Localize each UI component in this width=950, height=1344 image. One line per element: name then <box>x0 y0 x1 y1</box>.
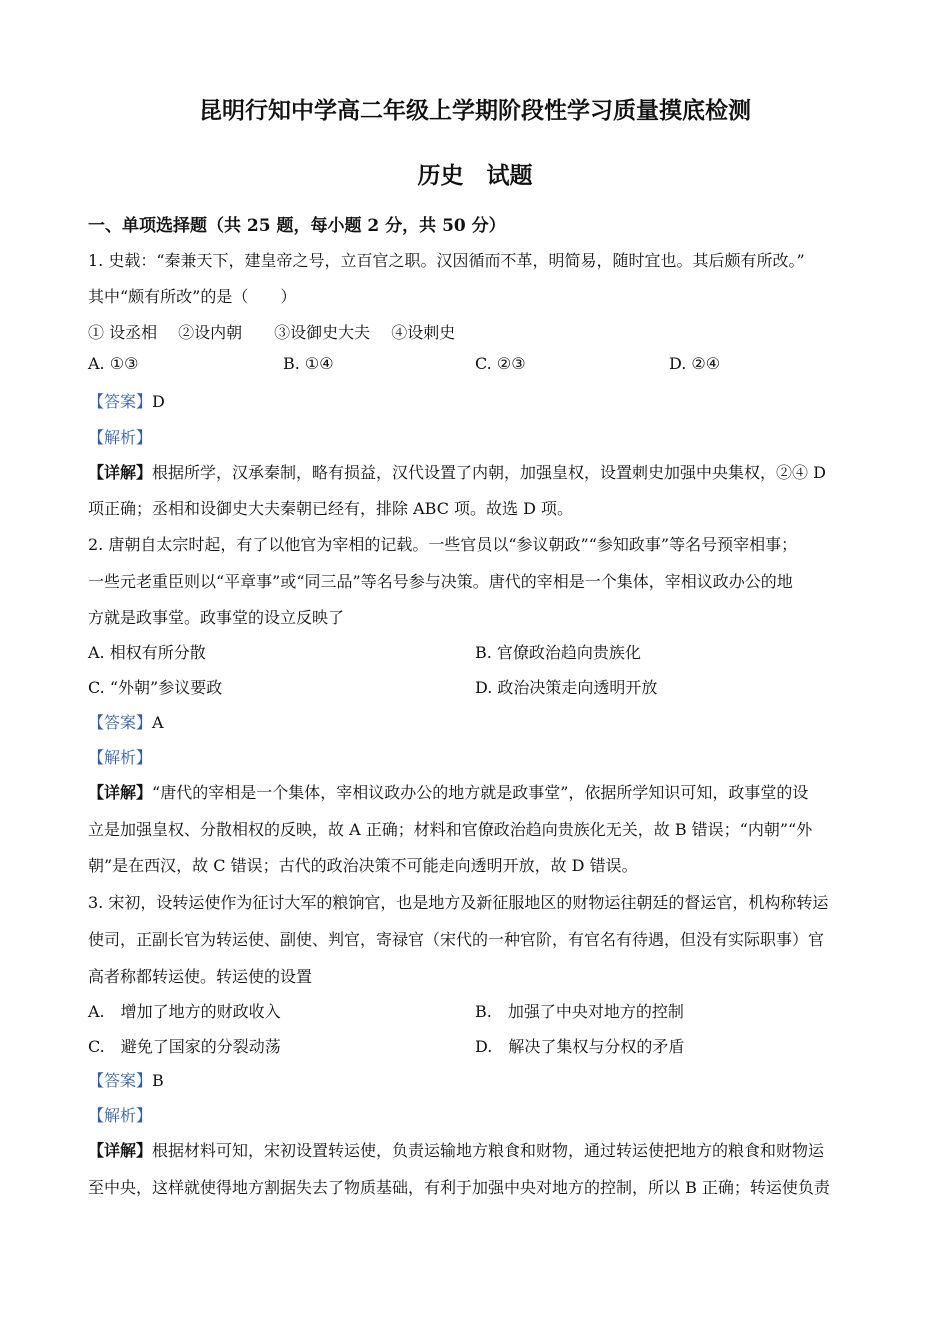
q3-detail-text-1: 根据材料可知，宋初设置转运使，负责运输地方粮食和财物，通过转运使把地方的粮食和财物运 <box>152 1141 825 1160</box>
q3-option-b: B. 加强了中央对地方的控制 <box>475 1002 684 1021</box>
q3-answer-value: B <box>152 1071 164 1090</box>
q3-option-d: D. 解决了集权与分权的矛盾 <box>475 1037 685 1056</box>
section-heading: 一、单项选择题（共 25 题，每小题 2 分，共 50 分） <box>88 216 506 236</box>
q3-option-c: C. 避免了国家的分裂动荡 <box>88 1037 281 1056</box>
q1-option-a: A. ①③ <box>88 354 139 373</box>
q1-items: ① 设丞相 ②设内朝 ③设御史大夫 ④设刺史 <box>88 323 456 342</box>
q2-option-d: D. 政治决策走向透明开放 <box>475 678 658 697</box>
q1-answer-value: D <box>152 392 165 411</box>
q3-detail-line-2: 至中央，这样就使得地方割据失去了物质基础，有利于加强中央对地方的控制，所以 B 正确；转运使负责 <box>88 1178 830 1197</box>
detail-label: 【详解】 <box>88 783 153 802</box>
q2-stem-line-1: 2. 唐朝自太宗时起，有了以他官为宰相的记载。一些官员以“参议朝政”“参知政事”等名号预宰相事； <box>88 535 798 554</box>
q3-stem-line-2: 使司，正副长官为转运使、副使、判官，寄禄官（宋代的一种官阶，有官名有待遇，但没有实际职事）官 <box>88 930 825 949</box>
q1-detail-text-1: 根据所学，汉承秦制，略有损益，汉代设置了内朝，加强皇权，设置刺史加强中央集权，②④ D <box>152 463 826 482</box>
q3-option-a: A. 增加了地方的财政收入 <box>88 1002 281 1021</box>
q1-answer <box>88 389 165 412</box>
page-subtitle: 历史 试题 <box>417 162 533 189</box>
q1-option-d: D. ②④ <box>669 354 721 373</box>
answer-label: 【答案】 <box>88 392 153 411</box>
q1-stem-line-2: 其中“颇有所改”的是（ ） <box>88 287 297 306</box>
q2-stem-line-2: 一些元老重臣则以“平章事”或“同三品”等名号参与决策。唐代的宰相是一个集体，宰相议政办公的地 <box>88 572 793 591</box>
q2-detail-text-1: “唐代的宰相是一个集体，宰相议政办公的地方就是政事堂”，依据所学知识可知，政事堂的设 <box>152 783 809 802</box>
q3-answer <box>88 1068 164 1091</box>
q3-stem-line-1: 3. 宋初，设转运使作为征讨大军的粮饷官，也是地方及新征服地区的财物运往朝廷的督运官，机构称转运 <box>88 893 829 912</box>
q2-stem-line-3: 方就是政事堂。政事堂的设立反映了 <box>88 608 345 627</box>
q1-detail-line-2: 项正确；丞相和设御史大夫秦朝已经有，排除 ABC 项。故选 D 项。 <box>88 499 574 518</box>
q1-analysis-label: 【解析】 <box>88 428 153 447</box>
q2-option-c: C. “外朝”参议要政 <box>88 678 223 697</box>
q1-detail-line-1 <box>88 460 826 483</box>
q2-answer <box>88 710 164 733</box>
q3-stem-line-3: 高者称都转运使。转运使的设置 <box>88 967 313 986</box>
detail-label: 【详解】 <box>88 463 153 482</box>
detail-label: 【详解】 <box>88 1141 153 1160</box>
q1-option-c: C. ②③ <box>475 354 526 373</box>
q2-option-a: A. 相权有所分散 <box>88 643 206 662</box>
q2-detail-line-2: 立是加强皇权、分散相权的反映，故 A 正确；材料和官僚政治趋向贵族化无关，故 B 错误；“内朝”“外 <box>88 820 813 839</box>
q2-answer-value: A <box>152 713 164 732</box>
q3-analysis-label: 【解析】 <box>88 1106 153 1125</box>
q2-option-b: B. 官僚政治趋向贵族化 <box>475 643 641 662</box>
q3-detail-line-1 <box>88 1138 824 1161</box>
q2-detail-line-1 <box>88 780 808 803</box>
page-title: 昆明行知中学高二年级上学期阶段性学习质量摸底检测 <box>199 97 751 124</box>
q2-analysis-label: 【解析】 <box>88 748 153 767</box>
q1-option-b: B. ①④ <box>283 354 334 373</box>
q1-stem-line-1: 1. 史载：“秦兼天下，建皇帝之号，立百官之职。汉因循而不革，明简易，随时宜也。其后颇有所改。” <box>88 251 805 270</box>
q2-detail-line-3: 朝”是在西汉，故 C 错误；古代的政治决策不可能走向透明开放，故 D 错误。 <box>88 856 638 875</box>
answer-label: 【答案】 <box>88 713 153 732</box>
answer-label: 【答案】 <box>88 1071 153 1090</box>
